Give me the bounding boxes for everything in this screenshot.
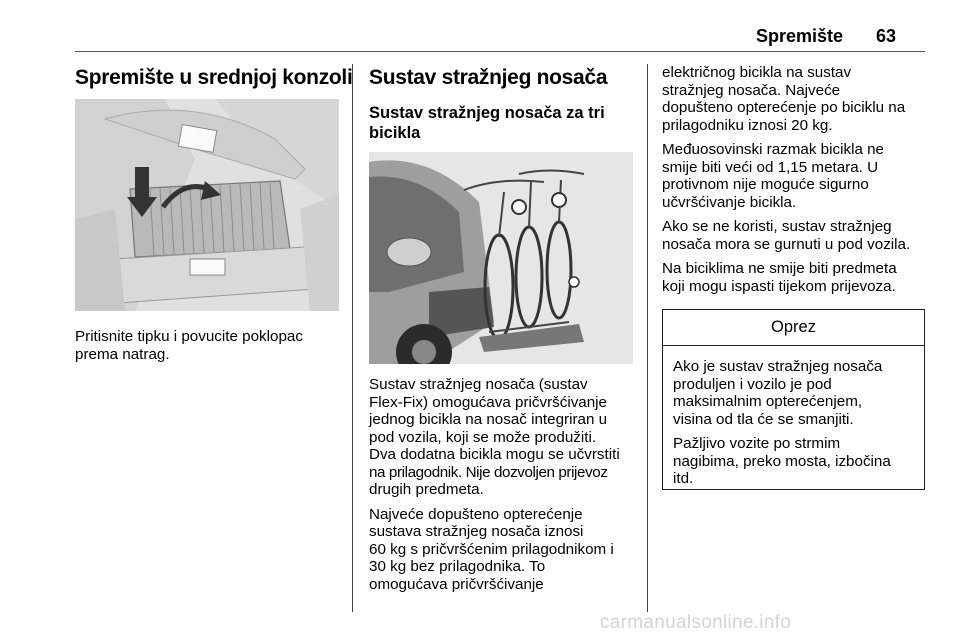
console-storage-icon [75, 99, 339, 311]
text-line: Flex-Fix) omogućava pričvršćivanje [369, 393, 608, 411]
text-line: učvršćivanje bicikla. [662, 193, 797, 211]
caption-paragraph [75, 328, 345, 363]
carrier-text [369, 376, 644, 600]
text-line: omogućava pričvršćivanje [369, 575, 544, 593]
column-divider-right [647, 64, 648, 612]
right-paragraph-2 [662, 141, 932, 211]
watermark: carmanualsonline.info [600, 612, 792, 633]
text-line: Ako se ne koristi, sustav stražnjeg [662, 218, 892, 235]
caution-body [663, 346, 924, 488]
header-rule [75, 51, 925, 52]
caption-line: Pritisnite tipku i povucite poklopac [75, 328, 303, 345]
carrier-paragraph-1 [369, 376, 644, 499]
right-paragraph-1 [662, 64, 932, 134]
text-line: Najveće dopušteno opterećenje [369, 505, 583, 523]
caution-title: Oprez [663, 310, 924, 346]
text-line: Međuosovinski razmak bicikla ne [662, 141, 884, 158]
text-line: Pažljivo vozite po strmim [673, 435, 841, 452]
right-column-text [662, 64, 932, 302]
section-heading-console: Spremište u srednjoj konzoli [75, 66, 353, 89]
console-storage-figure [75, 99, 339, 311]
text-line: stražnjeg nosača. Najveće [662, 81, 841, 99]
text-line: na prilagodnik. Nije dozvoljen prijevoz [369, 463, 608, 481]
carrier-paragraph-2 [369, 506, 644, 594]
caution-paragraph-1 [673, 358, 914, 428]
text-line: visina od tla će se smanjiti. [673, 410, 854, 428]
subheading-line: Sustav stražnjeg nosača za tri [369, 104, 605, 122]
text-line: nosača mora se gurnuti u pod vozila. [662, 235, 911, 253]
text-line: prilagodniku iznosi 20 kg. [662, 116, 833, 134]
text-line: produljen i vozilo je pod [673, 375, 832, 393]
console-caption [75, 328, 345, 370]
text-line: maksimalnim opterećenjem, [673, 393, 863, 410]
page-number: 63 [876, 26, 897, 46]
subheading-three-bikes [369, 103, 639, 143]
right-paragraph-3 [662, 218, 932, 253]
column-divider-left [352, 64, 353, 612]
caution-box [662, 309, 925, 490]
text-line: sustava stražnjeg nosača iznosi [369, 523, 584, 540]
text-line: dopušteno opterećenje po biciklu na [662, 99, 906, 116]
text-line: Sustav stražnjeg nosača (sustav [369, 376, 588, 393]
text-line: 30 kg bez prilagodnika. To [369, 558, 546, 575]
subheading-line: bicikla [369, 124, 421, 142]
text-line: Ako je sustav stražnjeg nosača [673, 358, 883, 375]
text-line: Dva dodatna bicikla mogu se učvrstiti [369, 446, 620, 463]
text-line: jednog bicikla na nosač integriran u [369, 411, 608, 428]
header-title: Spremište [756, 26, 844, 46]
caution-paragraph-2 [673, 435, 914, 488]
text-line: koji mogu ispasti tijekom prijevoza. [662, 277, 896, 295]
bike-carrier-icon [369, 152, 633, 364]
caption-line: prema natrag. [75, 345, 170, 363]
right-paragraph-4 [662, 260, 932, 295]
text-line: protivnom nije moguće sigurno [662, 176, 869, 193]
text-line: pod vozila, koji se može produžiti. [369, 428, 597, 446]
section-heading-carrier: Sustav stražnjeg nosača [369, 66, 608, 89]
text-line: drugih predmeta. [369, 481, 484, 498]
text-line: nagibima, preko mosta, izbočina [673, 452, 891, 470]
bike-carrier-figure [369, 152, 633, 364]
text-line: itd. [673, 470, 694, 487]
text-line: smije biti veći od 1,15 metara. U [662, 158, 879, 176]
text-line: 60 kg s pričvršćenim prilagodnikom i [369, 540, 614, 558]
text-line: električnog bicikla na sustav [662, 64, 852, 81]
text-line: Na biciklima ne smije biti predmeta [662, 260, 897, 277]
